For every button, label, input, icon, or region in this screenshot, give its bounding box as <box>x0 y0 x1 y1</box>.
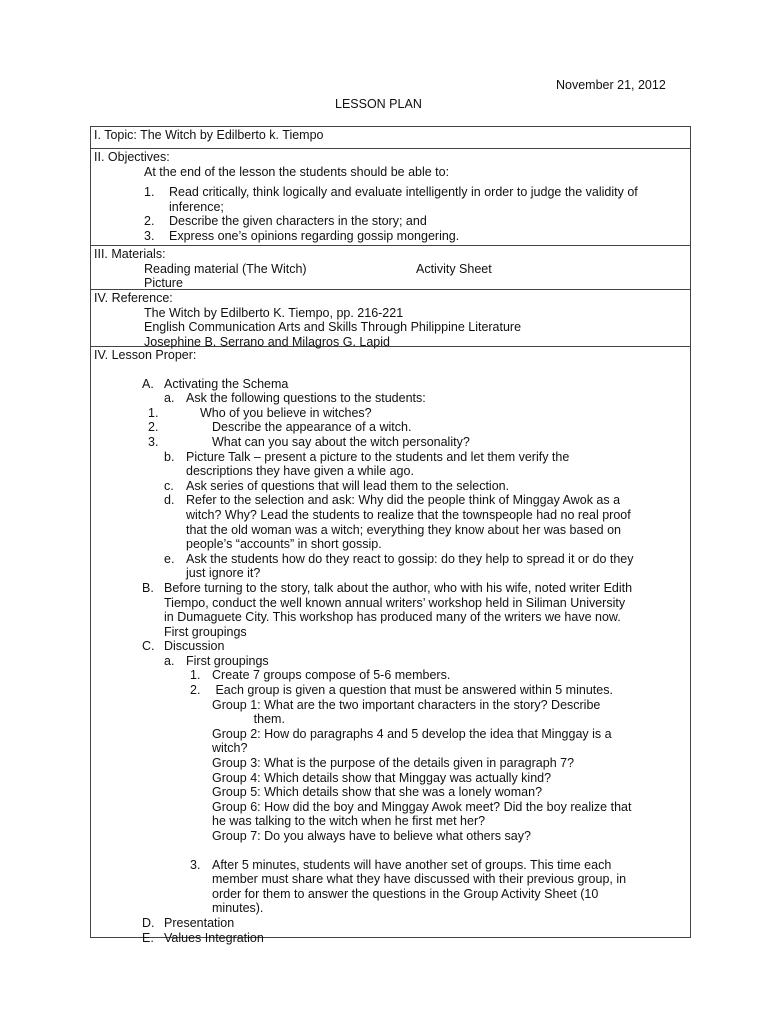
group-question: Group 6: How did the boy and Minggay Awok meet? Did the boy realize that <box>212 799 632 814</box>
substep <box>94 450 690 465</box>
objectives-intro: At the end of the lesson the students should be able to: <box>144 164 450 179</box>
step-text: Before turning to the story, talk about the author, who with his wife, noted writer Edith <box>164 580 633 595</box>
substep-letter: a. <box>164 653 175 668</box>
step-c <box>94 639 690 654</box>
materials-row <box>94 262 690 277</box>
materials-section <box>91 246 690 290</box>
step-e <box>94 931 690 946</box>
substep-text-cont: witch? Why? Lead the students to realize that the townspeople had no real proof <box>186 507 631 522</box>
document-date: November 21, 2012 <box>556 78 666 92</box>
objective-item <box>94 185 690 200</box>
objective-item <box>94 229 690 244</box>
reference-line: Josephine B. Serrano and Milagros G. Lapid <box>144 334 390 349</box>
question-item <box>94 435 690 450</box>
substep-text-cont: descriptions they have given a while ago. <box>186 464 414 479</box>
step-letter: E. <box>142 930 154 945</box>
question-item <box>94 420 690 435</box>
substep-letter: d. <box>164 493 175 508</box>
question-text: Describe the appearance of a witch. <box>212 420 412 435</box>
substep-text: Ask the students how do they react to gossip: do they help to spread it or do they <box>186 551 634 566</box>
substep-letter: a. <box>164 391 175 406</box>
substep <box>94 391 690 406</box>
step-title: Activating the Schema <box>164 376 289 391</box>
lesson-proper-heading: IV. Lesson Proper: <box>94 348 197 362</box>
substep-text-cont: that the old woman was a witch; everything they know about her was based on <box>186 522 621 537</box>
substep <box>94 654 690 669</box>
objective-text: Express one’s opinions regarding gossip mongering. <box>169 228 460 243</box>
step-title: Discussion <box>164 639 225 654</box>
step-text-cont: First groupings <box>164 624 247 639</box>
item-text-cont: member must share what they have discussed with their previous group, in <box>212 872 627 887</box>
item-text: After 5 minutes, students will have another set of groups. This time each <box>212 857 612 872</box>
numbered-item <box>94 858 690 873</box>
substep-text: First groupings <box>186 653 269 668</box>
question-text: What can you say about the witch personality? <box>212 434 470 449</box>
substep-text: Picture Talk – present a picture to the students and let them verify the <box>186 449 570 464</box>
step-title: Values Integration <box>164 930 264 945</box>
question-item <box>94 406 690 421</box>
item-number: 3. <box>190 857 201 872</box>
reference-line: English Communication Arts and Skills Through Philippine Literature <box>144 320 522 335</box>
lesson-proper-section <box>91 347 690 945</box>
numbered-item <box>94 668 690 683</box>
step-letter: B. <box>142 580 154 595</box>
item-number: 2. <box>190 683 201 698</box>
objective-text-cont: inference; <box>169 199 224 214</box>
material-item: Reading material (The Witch) <box>144 261 307 276</box>
document-title: LESSON PLAN <box>335 97 422 111</box>
substep-text: Refer to the selection and ask: Why did the people think of Minggay Awok as a <box>186 493 621 508</box>
objectives-section <box>91 149 690 246</box>
group-question-cont: witch? <box>212 741 248 756</box>
step-letter: D. <box>142 915 155 930</box>
reference-line: The Witch by Edilberto K. Tiempo, pp. 216-221 <box>144 305 404 320</box>
lesson-plan-table <box>90 126 691 945</box>
step-text-cont: in Dumaguete City. This workshop has produced many of the writers we have now. <box>164 610 621 625</box>
reference-section <box>91 290 690 347</box>
group-question-cont: them. <box>212 712 285 727</box>
substep-letter: b. <box>164 449 175 464</box>
substep-text-cont: just ignore it? <box>186 566 261 581</box>
objectives-heading: II. Objectives: <box>94 150 170 164</box>
topic-text: I. Topic: The Witch by Edilberto k. Tiempo <box>94 128 324 142</box>
question-text: Who of you believe in witches? <box>200 405 372 420</box>
group-question: Group 5: Which details show that she was a lonely woman? <box>212 785 543 800</box>
objective-number: 2. <box>144 214 155 229</box>
substep-letter: c. <box>164 478 174 493</box>
step-letter: A. <box>142 376 154 391</box>
numbered-item <box>94 683 690 698</box>
step-title: Presentation <box>164 915 235 930</box>
step-d <box>94 916 690 931</box>
group-question-cont: he was talking to the witch when he first met her? <box>212 814 486 829</box>
substep-text: Ask series of questions that will lead them to the selection. <box>186 478 510 493</box>
step-letter: C. <box>142 639 155 654</box>
step-b <box>94 581 690 596</box>
material-item: Activity Sheet <box>416 261 492 276</box>
objective-number: 3. <box>144 228 155 243</box>
group-question: Group 7: Do you always have to believe what others say? <box>212 829 531 843</box>
group-question: Group 4: Which details show that Minggay was actually kind? <box>212 770 552 785</box>
substep <box>94 493 690 508</box>
group-question: Group 3: What is the purpose of the details given in paragraph 7? <box>212 756 575 771</box>
item-text-cont: order for them to answer the questions in the Group Activity Sheet (10 <box>212 886 599 901</box>
item-text: Create 7 groups compose of 5-6 members. <box>212 668 451 683</box>
substep <box>94 479 690 494</box>
material-item: Picture <box>144 276 183 291</box>
group-question: Group 2: How do paragraphs 4 and 5 develop the idea that Minggay is a <box>212 726 612 741</box>
step-text-cont: Tiempo, conduct the well known annual writers’ workshop held in Siliman University <box>164 595 626 610</box>
substep-letter: e. <box>164 551 175 566</box>
substep-text: Ask the following questions to the students: <box>186 391 426 406</box>
question-number: 1. <box>148 405 159 420</box>
substep <box>94 552 690 567</box>
question-number: 3. <box>148 434 159 449</box>
step-a <box>94 377 690 392</box>
objective-text: Read critically, think logically and evaluate intelligently in order to judge the validity of <box>169 185 638 200</box>
item-text: Each group is given a question that must be answered within 5 minutes. <box>212 683 613 698</box>
materials-heading: III. Materials: <box>94 247 166 261</box>
reference-heading: IV. Reference: <box>94 291 173 305</box>
substep-text-cont: people’s “accounts” in short gossip. <box>186 537 382 552</box>
objective-number: 1. <box>144 185 155 200</box>
group-question: Group 1: What are the two important characters in the story? Describe <box>212 697 601 712</box>
objective-text: Describe the given characters in the story; and <box>169 214 427 229</box>
item-text-cont: minutes). <box>212 901 264 916</box>
question-number: 2. <box>148 420 159 435</box>
objective-item <box>94 214 690 229</box>
item-number: 1. <box>190 668 201 683</box>
topic-section <box>91 127 690 149</box>
